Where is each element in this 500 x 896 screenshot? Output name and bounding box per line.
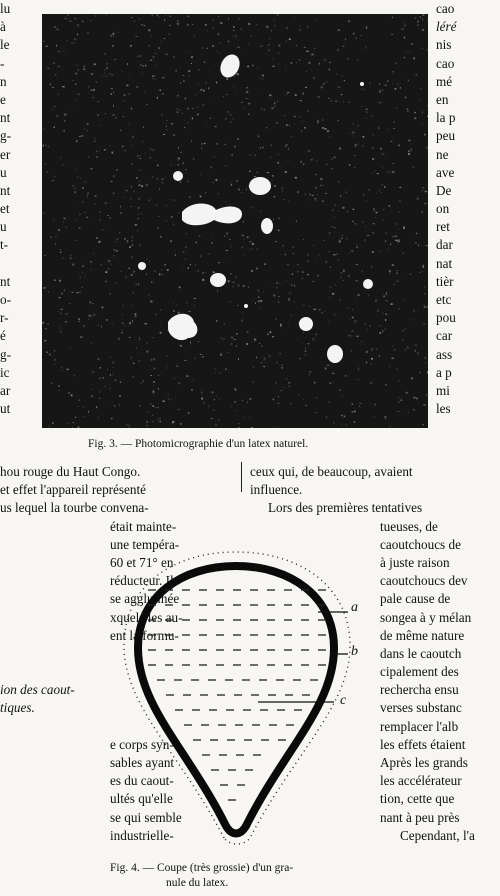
text-line: g-	[0, 128, 11, 144]
text-line: remplacer l'alb	[380, 718, 459, 734]
text-line: nt	[0, 110, 11, 126]
text-line: à	[0, 19, 6, 35]
text-line: o-	[0, 292, 11, 307]
latex-granule-diagram	[112, 546, 362, 846]
text-line: sables ayant	[110, 755, 175, 770]
text-line: peu	[436, 128, 456, 144]
text-line: ion des caout-	[0, 682, 75, 698]
text-line: industrielle-	[110, 827, 174, 843]
text-line: 60 et 71° en	[110, 554, 174, 570]
text-line: ret	[436, 219, 450, 235]
text-line: lu	[0, 1, 11, 16]
text-line: et	[0, 201, 10, 217]
text-line: g-	[0, 346, 11, 362]
text-line: ent la formu-	[110, 627, 179, 643]
text-line: ut	[0, 401, 11, 417]
text-line: tueuses, de	[380, 518, 438, 534]
text-line: nant à peu près	[380, 809, 460, 825]
text-line: nt	[0, 273, 11, 289]
text-line: dar	[436, 237, 453, 253]
text-line: u	[0, 219, 7, 235]
text-line: ave	[436, 164, 455, 180]
text-line: ne	[436, 146, 449, 162]
text-line: é	[0, 328, 6, 344]
text-line: hou rouge du Haut Congo.	[0, 464, 141, 479]
text-line: réducteur. Il	[110, 573, 174, 589]
text-line: de même nature	[380, 627, 465, 643]
fig4-caption-line1: Fig. 4. — Coupe (très grossie) d'un gra-	[110, 862, 294, 874]
text-line: e corps syn-	[110, 736, 174, 752]
text-line: se qui semble	[110, 809, 182, 825]
text-line: er	[0, 146, 11, 162]
text-line: cao	[436, 55, 455, 71]
text-line: verses substanc	[380, 700, 462, 716]
text-line: songea à y mélan	[380, 609, 472, 625]
text-line: n	[0, 73, 7, 89]
text-line: une tempéra-	[110, 536, 180, 552]
text-line: tièr	[436, 273, 454, 289]
text-line: les accélérateur	[380, 773, 462, 789]
text-line: cao	[436, 1, 455, 16]
text-line: recherchа ensu	[380, 682, 459, 698]
text-line: Lors des premières tentatives	[268, 500, 423, 516]
text-line: xquels les au-	[110, 609, 183, 625]
text-line: les effets étaient	[380, 736, 466, 752]
text-line: u	[0, 164, 7, 180]
text-line: dans le caoutch	[380, 645, 462, 661]
label-c: c	[340, 693, 347, 708]
text-line: se agglutinée	[110, 591, 180, 607]
text-line: pale cause de	[380, 591, 451, 607]
text-line: on	[436, 201, 450, 217]
fig4-caption-line2: nule du latex.	[166, 877, 229, 889]
text-line: mé	[436, 73, 453, 89]
text-line: us lequel la tourbe convena-	[0, 500, 149, 516]
text-line: cipalement des	[380, 664, 459, 680]
text-line: t-	[0, 237, 9, 253]
text-line: et effet l'appareil représenté	[0, 482, 147, 498]
text-line: le	[0, 37, 10, 53]
text-line: a p	[436, 364, 452, 380]
text-line: était mainte-	[110, 518, 177, 534]
text-line: ass	[436, 346, 453, 362]
text-line: ic	[0, 364, 10, 380]
text-line: Après les grands	[380, 755, 468, 770]
text-line: ultés qu'elle	[110, 791, 173, 807]
text-line: à juste raison	[380, 554, 450, 570]
text-line: influence.	[250, 482, 303, 498]
text-line: es du caout-	[110, 773, 174, 789]
text-line: pou	[436, 310, 456, 326]
text-line: -	[0, 55, 5, 71]
text-line: ceux qui, de beaucoup, avaient	[250, 464, 413, 479]
text-line: car	[436, 328, 453, 344]
right-column-fragments	[436, 0, 500, 418]
text-line: De	[436, 182, 452, 198]
text-line: tiques.	[0, 700, 35, 716]
text-line: Cependant, l'a	[400, 827, 475, 843]
text-line: e	[0, 91, 6, 107]
text-line: mi	[436, 382, 450, 398]
text-line: tion, cette que	[380, 791, 455, 807]
text-line: nat	[436, 255, 453, 271]
left-column-fragments	[0, 0, 40, 418]
text-line: la p	[436, 110, 456, 126]
label-b: b	[351, 644, 358, 659]
latex-photomicrograph	[42, 14, 428, 428]
text-line: ar	[0, 382, 11, 398]
label-a: a	[351, 600, 358, 615]
text-line: les	[436, 401, 451, 417]
text-line: nis	[436, 37, 452, 53]
column-divider	[241, 462, 242, 492]
text-line	[0, 255, 40, 273]
fig3-caption: Fig. 3. — Photomicrographie d'un latex naturel.	[88, 438, 309, 450]
text-line: en	[436, 91, 449, 107]
text-line: caoutchoucs dev	[380, 573, 468, 589]
text-line: caoutchoucs de	[380, 536, 461, 552]
text-line: nt	[0, 182, 11, 198]
text-line: léré	[436, 19, 457, 35]
text-line: etc	[436, 292, 452, 307]
text-line: r-	[0, 310, 9, 326]
